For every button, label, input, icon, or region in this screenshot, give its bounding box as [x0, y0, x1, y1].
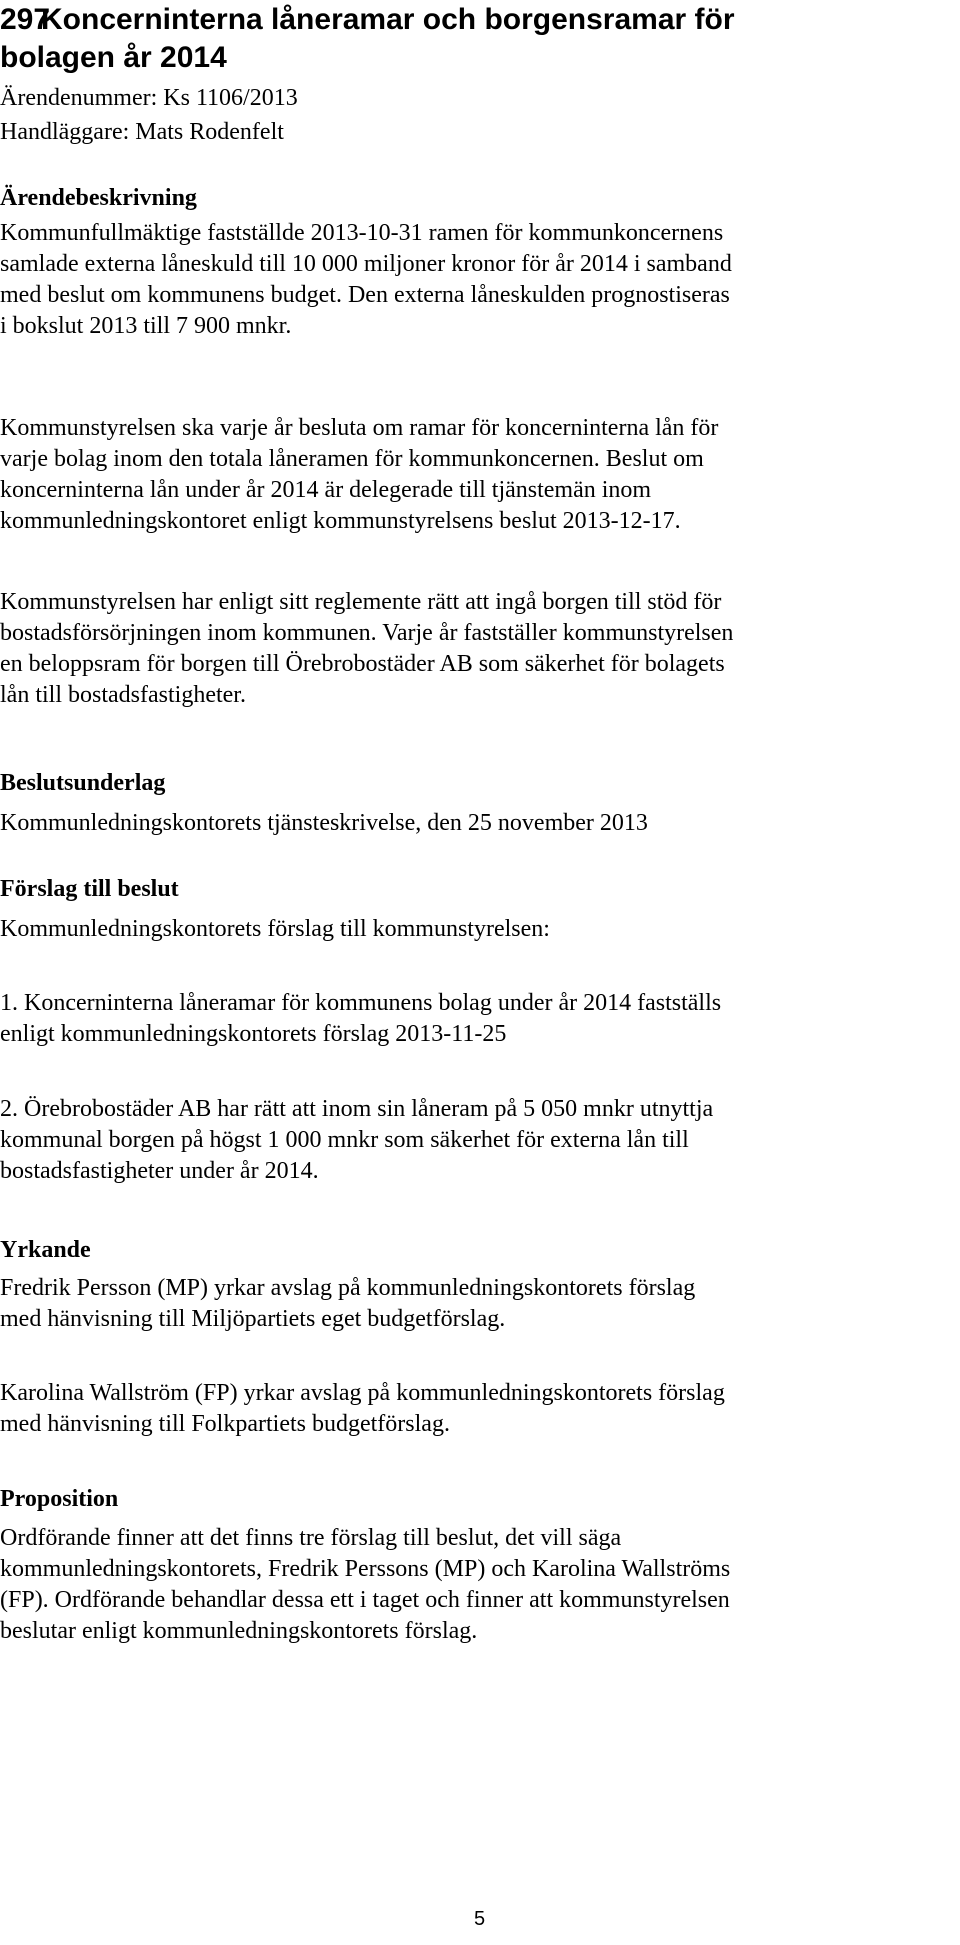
text-line: enligt kommunledningskontorets förslag 2013-11-25 [0, 1021, 507, 1047]
text-line: med hänvisning till Miljöpartiets eget budgetförslag. [0, 1306, 506, 1332]
text-line: bostadsförsörjningen inom kommunen. Varje år fastställer kommunstyrelsen [0, 620, 734, 646]
text-line: med beslut om kommunens budget. Den externa låneskulden prognostiseras [0, 282, 730, 308]
text-line: Kommunstyrelsen ska varje år besluta om ramar för koncerninterna lån för [0, 415, 719, 441]
claim-paragraph-1 [0, 1273, 960, 1335]
proposal-heading: Förslag till beslut [0, 876, 179, 902]
text-line: koncerninterna lån under år 2014 är delegerade till tjänstemän inom [0, 477, 652, 503]
description-paragraph-3 [0, 587, 960, 711]
proposition-heading: Proposition [0, 1486, 119, 1512]
description-paragraph-1 [0, 218, 960, 342]
title-line-2: bolagen år 2014 [0, 41, 227, 74]
claim-paragraph-2 [0, 1378, 960, 1440]
description-paragraph-2 [0, 413, 960, 537]
text-line: varje bolag inom den totala låneramen för kommunkoncernen. Beslut om [0, 446, 704, 472]
text-line: Karolina Wallström (FP) yrkar avslag på kommunledningskontorets förslag [0, 1380, 725, 1406]
page-number: 5 [474, 1908, 486, 1930]
text-line: beslutar enligt kommunledningskontorets förslag. [0, 1618, 478, 1644]
proposal-intro: Kommunledningskontorets förslag till kommunstyrelsen: [0, 916, 550, 942]
text-line: (FP). Ordförande behandlar dessa ett i taget och finner att kommunstyrelsen [0, 1587, 730, 1613]
text-line: en beloppsram för borgen till Örebrobostäder AB som säkerhet för bolagets [0, 651, 725, 677]
text-line: lån till bostadsfastigheter. [0, 682, 246, 708]
text-line: kommunal borgen på högst 1 000 mnkr som säkerhet för externa lån till [0, 1127, 689, 1153]
text-line: Ordförande finner att det finns tre förslag till beslut, det vill säga [0, 1525, 622, 1551]
text-line: Fredrik Persson (MP) yrkar avslag på kommunledningskontorets förslag [0, 1275, 696, 1301]
proposal-item-2 [0, 1094, 960, 1187]
basis-heading: Beslutsunderlag [0, 770, 166, 796]
text-line: samlade externa låneskuld till 10 000 miljoner kronor för år 2014 i samband [0, 251, 732, 277]
text-line: med hänvisning till Folkpartiets budgetförslag. [0, 1411, 450, 1437]
basis-text: Kommunledningskontorets tjänsteskrivelse, den 25 november 2013 [0, 810, 648, 836]
title-line-1: Koncerninterna låneramar och borgensramar för [41, 3, 735, 36]
description-heading: Ärendebeskrivning [0, 185, 197, 211]
text-line: i bokslut 2013 till 7 900 mnkr. [0, 313, 292, 339]
text-line: Kommunstyrelsen har enligt sitt reglemente rätt att ingå borgen till stöd för [0, 589, 722, 615]
text-line: 2. Örebrobostäder AB har rätt att inom sin låneram på 5 050 mnkr utnyttja [0, 1096, 714, 1122]
text-line: kommunledningskontorets, Fredrik Perssons (MP) och Karolina Wallströms [0, 1556, 731, 1582]
paragraph-number: 297 [0, 3, 51, 36]
proposal-item-1 [0, 988, 960, 1050]
text-line: 1. Koncerninterna låneramar för kommunens bolag under år 2014 fastställs [0, 990, 722, 1016]
proposition-paragraph [0, 1523, 960, 1647]
claim-heading: Yrkande [0, 1237, 91, 1263]
case-handler: Handläggare: Mats Rodenfelt [0, 119, 284, 145]
text-line: bostadsfastigheter under år 2014. [0, 1158, 319, 1184]
case-number: Ärendenummer: Ks 1106/2013 [0, 85, 298, 111]
text-line: Kommunfullmäktige fastställde 2013-10-31 ramen för kommunkoncernens [0, 220, 724, 246]
text-line: kommunledningskontoret enligt kommunstyrelsens beslut 2013-12-17. [0, 508, 681, 534]
